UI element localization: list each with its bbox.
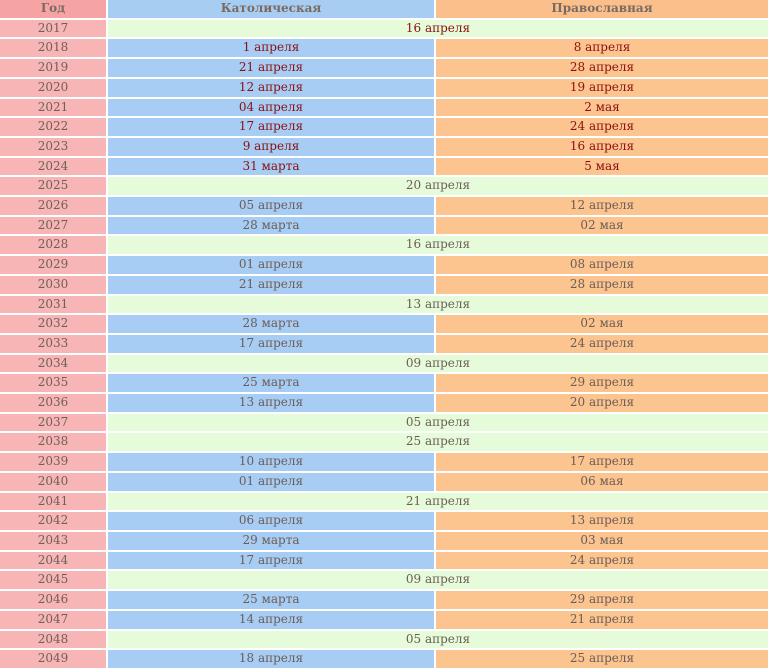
catholic-date-cell: 10 апреля [108,453,434,471]
orthodox-date-cell: 19 апреля [436,79,768,97]
shared-date-cell: 25 апреля [108,433,768,451]
catholic-date-cell: 13 апреля [108,394,434,412]
year-cell: 2029 [0,256,106,274]
table-row [0,158,768,176]
year-cell: 2025 [0,177,106,195]
table-row [0,296,768,314]
orthodox-date-cell: 29 апреля [436,591,768,609]
table-row [0,276,768,294]
shared-date-cell: 09 апреля [108,571,768,589]
year-cell: 2021 [0,99,106,117]
year-cell: 2044 [0,552,106,570]
catholic-date-cell: 04 апреля [108,99,434,117]
orthodox-date-cell: 17 апреля [436,453,768,471]
year-cell: 2036 [0,394,106,412]
shared-date-cell: 05 апреля [108,631,768,649]
year-cell: 2049 [0,650,106,668]
orthodox-date-cell: 29 апреля [436,374,768,392]
year-cell: 2037 [0,414,106,432]
orthodox-date-cell: 16 апреля [436,138,768,156]
table-row [0,39,768,57]
year-cell: 2028 [0,236,106,254]
catholic-date-cell: 05 апреля [108,197,434,215]
orthodox-date-cell: 28 апреля [436,59,768,77]
table-row [0,177,768,195]
year-cell: 2041 [0,493,106,511]
year-cell: 2022 [0,118,106,136]
table-row [0,20,768,38]
orthodox-date-cell: 06 мая [436,473,768,491]
shared-date-cell: 09 апреля [108,355,768,373]
year-cell: 2038 [0,433,106,451]
year-cell: 2043 [0,532,106,550]
year-cell: 2026 [0,197,106,215]
year-cell: 2024 [0,158,106,176]
table-row [0,493,768,511]
year-cell: 2020 [0,79,106,97]
table-row [0,473,768,491]
shared-date-cell: 16 апреля [108,236,768,254]
table-row [0,256,768,274]
orthodox-date-cell: 20 апреля [436,394,768,412]
table-row [0,315,768,333]
table-row [0,611,768,629]
catholic-date-cell: 31 марта [108,158,434,176]
header-catholic: Католическая [108,0,434,18]
orthodox-date-cell: 5 мая [436,158,768,176]
header-year: Год [0,0,106,18]
table-row [0,217,768,235]
year-cell: 2042 [0,512,106,530]
year-cell: 2027 [0,217,106,235]
shared-date-cell: 16 апреля [108,20,768,38]
catholic-date-cell: 29 марта [108,532,434,550]
year-cell: 2031 [0,296,106,314]
year-cell: 2040 [0,473,106,491]
catholic-date-cell: 06 апреля [108,512,434,530]
year-cell: 2030 [0,276,106,294]
catholic-date-cell: 17 апреля [108,552,434,570]
orthodox-date-cell: 21 апреля [436,611,768,629]
catholic-date-cell: 28 марта [108,217,434,235]
year-cell: 2046 [0,591,106,609]
orthodox-date-cell: 12 апреля [436,197,768,215]
table-row [0,571,768,589]
year-cell: 2045 [0,571,106,589]
year-cell: 2019 [0,59,106,77]
orthodox-date-cell: 25 апреля [436,650,768,668]
table-row [0,79,768,97]
header-row [0,0,768,18]
orthodox-date-cell: 13 апреля [436,512,768,530]
year-cell: 2032 [0,315,106,333]
shared-date-cell: 13 апреля [108,296,768,314]
table-row [0,414,768,432]
table-row [0,197,768,215]
table-body [0,20,768,668]
catholic-date-cell: 14 апреля [108,611,434,629]
catholic-date-cell: 28 марта [108,315,434,333]
table-row [0,236,768,254]
table-row [0,552,768,570]
year-cell: 2018 [0,39,106,57]
catholic-date-cell: 25 марта [108,591,434,609]
table-row [0,591,768,609]
catholic-date-cell: 21 апреля [108,276,434,294]
year-cell: 2039 [0,453,106,471]
table-row [0,650,768,668]
table-row [0,59,768,77]
table-row [0,631,768,649]
catholic-date-cell: 17 апреля [108,335,434,353]
catholic-date-cell: 21 апреля [108,59,434,77]
shared-date-cell: 20 апреля [108,177,768,195]
orthodox-date-cell: 24 апреля [436,118,768,136]
year-cell: 2048 [0,631,106,649]
catholic-date-cell: 9 апреля [108,138,434,156]
orthodox-date-cell: 24 апреля [436,552,768,570]
orthodox-date-cell: 24 апреля [436,335,768,353]
year-cell: 2047 [0,611,106,629]
table-row [0,355,768,373]
table-row [0,532,768,550]
shared-date-cell: 05 апреля [108,414,768,432]
orthodox-date-cell: 2 мая [436,99,768,117]
table-row [0,374,768,392]
orthodox-date-cell: 08 апреля [436,256,768,274]
orthodox-date-cell: 28 апреля [436,276,768,294]
table-row [0,138,768,156]
year-cell: 2034 [0,355,106,373]
orthodox-date-cell: 02 мая [436,217,768,235]
table-row [0,335,768,353]
catholic-date-cell: 1 апреля [108,39,434,57]
table-row [0,99,768,117]
catholic-date-cell: 25 марта [108,374,434,392]
table-row [0,394,768,412]
table-row [0,118,768,136]
orthodox-date-cell: 8 апреля [436,39,768,57]
year-cell: 2033 [0,335,106,353]
header-orthodox: Православная [436,0,768,18]
catholic-date-cell: 18 апреля [108,650,434,668]
table-row [0,453,768,471]
catholic-date-cell: 01 апреля [108,473,434,491]
orthodox-date-cell: 03 мая [436,532,768,550]
shared-date-cell: 21 апреля [108,493,768,511]
catholic-date-cell: 12 апреля [108,79,434,97]
catholic-date-cell: 01 апреля [108,256,434,274]
year-cell: 2035 [0,374,106,392]
orthodox-date-cell: 02 мая [436,315,768,333]
year-cell: 2017 [0,20,106,38]
table-row [0,433,768,451]
table-row [0,512,768,530]
year-cell: 2023 [0,138,106,156]
catholic-date-cell: 17 апреля [108,118,434,136]
